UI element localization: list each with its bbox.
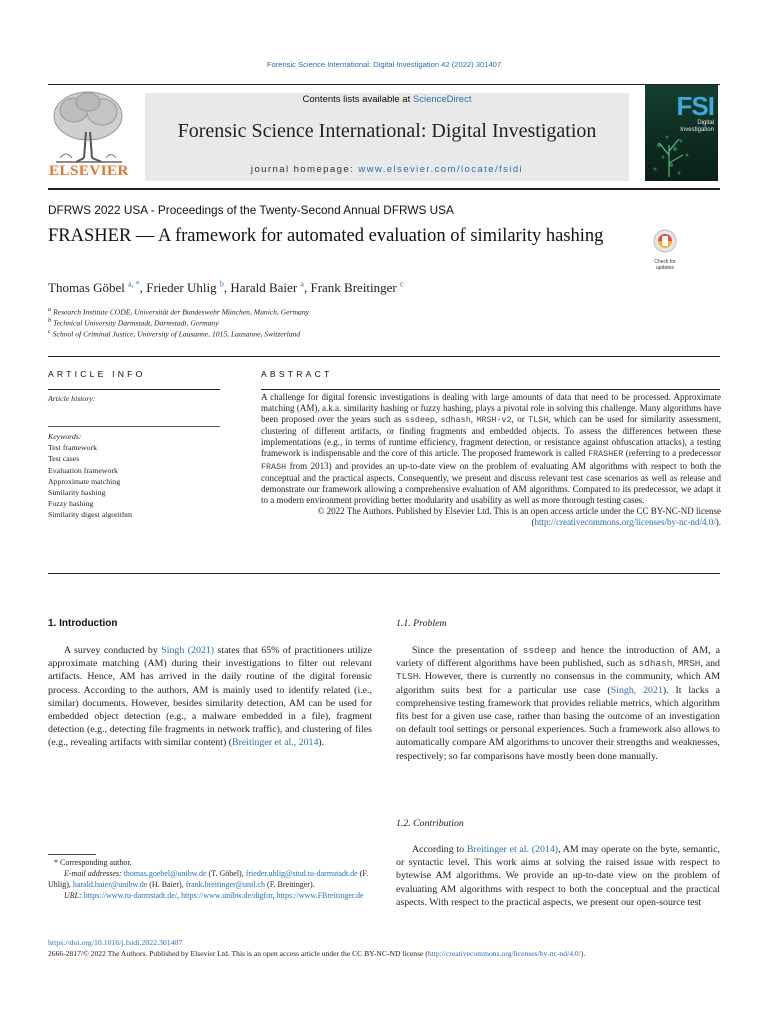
article-history-label: Article history: <box>48 394 96 403</box>
footnote-block <box>48 857 372 901</box>
keyword-item: Similarity hashing <box>48 488 106 498</box>
url-label: URL: <box>64 891 84 900</box>
journal-title: Forensic Science International: Digital Investigation <box>177 120 597 142</box>
code-sdhash: sdhash <box>440 415 471 426</box>
url-unibw[interactable]: https://www.unibw.de/digfor <box>181 891 273 900</box>
bottom-license-link[interactable]: http://creativecommons.org/licenses/by-nc-nd/4.0/ <box>427 949 581 958</box>
url-separator: , <box>177 891 182 900</box>
email-addresses <box>48 868 372 890</box>
keyword-item: Evaluation framework <box>48 465 118 475</box>
keywords-label: Keywords: <box>48 432 82 441</box>
abstract-part: , or <box>511 414 529 425</box>
journal-homepage <box>145 164 629 175</box>
author-name: Frank Breitinger <box>310 280 397 296</box>
problem-text: Since the presentation of <box>412 645 523 656</box>
author-2 <box>146 280 230 295</box>
abstract-part: from 2013) and provides an up-to-date view on the problem of evaluating AM algorithms with respect to both the conceptual and the practical aspects. Consequently, we present and discuss relevant test case scenarios as well as release and demonstrate our framework allowing a comprehensive evaluation of AM algorithms. Compared to its predecessor, we adapt it to a modern environment providing better modularity and usability as well as more thorough testing cases. <box>261 460 721 505</box>
issn-license-line <box>48 949 728 958</box>
crossmark-icon <box>647 228 683 254</box>
author-separator: , <box>303 280 311 296</box>
affiliation-text: Technical University Darmstadt, Darmstadt, Germany <box>51 318 219 328</box>
abstract-part: A challenge for digital forensic investigations is dealing with large amounts of data that need to be processed. Approximate matching (AM), a.k.a. similarity hashing or fuzzy hashing, plays a pivotal role in solving this challenge. Many algorithms have been proposed over the years such as <box>261 392 721 425</box>
doi-link[interactable]: https://doi.org/10.1016/j.fsidi.2022.301407 <box>48 938 183 947</box>
problem-text: and hence the introduction of AM, a variety of different algorithms have been published, such as <box>396 645 721 670</box>
intro-text: A survey conducted by <box>64 645 162 656</box>
url-list <box>48 890 372 901</box>
email-owner: (T. Göbel), <box>206 869 246 878</box>
issn-text: 2666-2817/© 2022 The Authors. Published by Elsevier Ltd. This is an open access article under the CC BY-NC-ND license ( <box>48 949 428 958</box>
email-label: E-mail addresses: <box>64 869 124 878</box>
keywords-block <box>48 431 132 521</box>
article-info-heading: ARTICLE INFO <box>48 369 146 379</box>
url-separator: , <box>272 891 277 900</box>
crossmark-line-1: Check for <box>654 259 676 265</box>
article-title: FRASHER — A framework for automated evaluation of similarity hashing <box>48 226 604 246</box>
intro-text: states that 65% of practitioners utilize approximate matching (AM) during their investigations to filter out relevant artifacts. Hence, AM has arrived in the daily routine of the digital forensic process. According to the authors, AM is mainly used to identify related (i.e., similar) documents. However, besides similarity detection, AM can be used for embedded object detection (e.g., a malware embedded in a file), fragment detection (e.g., detecting file fragments in network traffic), and clustering of files (e.g., revealing artifacts with similar content) ( <box>48 645 373 749</box>
code-ssdeep: ssdeep <box>404 415 435 426</box>
author-separator: , <box>223 280 231 296</box>
homepage-prefix: journal homepage: <box>250 164 359 175</box>
abstract-text <box>261 392 721 528</box>
affiliation-mark: a <box>48 306 52 313</box>
homepage-link[interactable]: www.elsevier.com/locate/fsidi <box>358 164 524 175</box>
issn-end: ). <box>580 949 586 958</box>
cover-line-1: Digital <box>697 120 714 126</box>
abstract-heading: ABSTRACT <box>261 369 333 379</box>
header-top-rule <box>48 84 720 85</box>
header-bottom-rule <box>48 188 720 190</box>
info-top-rule <box>48 356 720 357</box>
url-tu-darmstadt[interactable]: https://www.tu-darmstadt.de/ <box>83 891 178 900</box>
code-frasher: FRASHER <box>588 449 624 460</box>
proceedings-line: DFRWS 2022 USA - Proceedings of the Twenty-Second Annual DFRWS USA <box>48 203 454 217</box>
intro-text: ). <box>318 737 325 749</box>
contribution-paragraph <box>396 843 720 909</box>
affiliation-text: School of Criminal Justice, University of Lausanne, 1015, Lausanne, Switzerland <box>50 329 301 339</box>
ref-singh-2021[interactable]: Singh (2021) <box>161 645 215 656</box>
section-introduction-heading: 1. Introduction <box>48 618 118 629</box>
code-mrsh: MRSH <box>677 658 701 670</box>
code-mrsh-v2: MRSH-v2 <box>476 415 512 426</box>
contents-prefix: Contents lists available at <box>302 94 413 105</box>
introduction-paragraph <box>48 644 372 750</box>
email-link-baier[interactable]: harald.baier@unibw.de <box>72 880 148 889</box>
copyright-end: ). <box>715 517 721 528</box>
keyword-item: Approximate matching <box>48 476 121 486</box>
email-owner: (F. Uhlig), <box>48 869 369 889</box>
cover-line-2: Investigation <box>680 127 714 133</box>
problem-text: . However, there is currently no consensus in the community, which AM algorithm suits best for a particular use case ( <box>396 671 720 696</box>
ref-breitinger-2014[interactable]: Breitinger et al., 2014 <box>232 737 319 749</box>
problem-text: ). It lacks a comprehensive testing framework that provides reliable metrics, which algorithm fits best for a given use case, rather than basing the outcome of an investigation on default tool settings or personal experiences. Such a framework also allows to automatically compare AM algorithms to uncover their strengths and weaknesses, respectively; so far comparisons have mostly been done manually. <box>396 684 720 762</box>
affiliation-b <box>48 317 219 328</box>
email-owner: (H. Baier), <box>147 880 186 889</box>
sciencedirect-link[interactable]: ScienceDirect <box>412 94 472 105</box>
code-sdhash: sdhash <box>638 658 673 670</box>
contribution-text: According to <box>412 844 467 855</box>
abstract-rule <box>261 389 720 390</box>
contents-line <box>145 93 629 105</box>
journal-cover-thumbnail[interactable] <box>645 85 718 181</box>
cover-subtitle <box>680 120 714 134</box>
affiliation-a <box>48 306 309 317</box>
section-problem-heading: 1.1. Problem <box>396 618 447 629</box>
author-name: Harald Baier <box>230 280 298 296</box>
code-tlsh: TLSH <box>396 671 419 683</box>
abstract-part: , <box>470 414 477 425</box>
license-link[interactable]: http://creativecommons.org/licenses/by-nc-nd/4.0/ <box>534 517 716 528</box>
affiliation-c <box>48 328 300 339</box>
affiliation-mark: b <box>48 317 52 324</box>
url-fbreitinger[interactable]: https://www.FBreitinger.de <box>276 891 364 900</box>
author-3 <box>230 280 310 295</box>
affiliation-text: Research Institute CODE, Universität der Bundeswehr München, Munich, Germany <box>51 307 310 317</box>
email-link-breitinger[interactable]: frank.breitinger@unil.ch <box>185 880 266 889</box>
publisher-wordmark: ELSEVIER <box>49 163 129 179</box>
code-ssdeep: ssdeep <box>522 645 557 656</box>
cover-initials: FSI <box>676 91 714 121</box>
copyright-text: © 2022 The Authors. Published by Elsevier Ltd. This is an open access article under the CC BY-NC-ND license ( <box>317 505 721 528</box>
article-info-rule <box>48 389 220 390</box>
keyword-item: Test cases <box>48 454 80 464</box>
section-contribution-heading: 1.2. Contribution <box>396 818 464 829</box>
author-name: Thomas Göbel <box>48 280 125 296</box>
code-tlsh: TLSH <box>528 415 549 426</box>
ref-breitinger-2014[interactable]: Breitinger et al. (2014) <box>466 844 559 855</box>
problem-text: , and <box>700 658 720 670</box>
check-for-updates-badge[interactable] <box>647 228 683 271</box>
author-affiliation-mark[interactable]: b <box>219 280 224 289</box>
affiliation-mark: c <box>48 328 51 335</box>
crossmark-line-2: updates <box>656 265 674 271</box>
email-link-goebel[interactable]: thomas.goebel@unibw.de <box>123 869 207 878</box>
contribution-text: , AM may operate on the byte, semantic, or syntactic level. This work aims at solving the raised issue with respect to bytewise AM algorithms. We provide an up-to-date view on the problem of evaluating AM algorithms with respect to both the conceptual and the practical aspects. With respect to the practical aspects, we present our open-source test <box>396 844 720 908</box>
author-separator: , <box>139 280 147 296</box>
author-affiliation-mark[interactable]: a <box>300 280 304 289</box>
doi-link-line <box>48 938 182 947</box>
author-affiliation-mark[interactable]: a, * <box>128 280 140 289</box>
ref-singh-2021[interactable]: Singh, 2021 <box>610 684 663 696</box>
author-4 <box>310 280 403 295</box>
email-owner: (F. Breitinger). <box>265 880 315 889</box>
keyword-item: Fuzzy hashing <box>48 499 94 509</box>
journal-citation[interactable]: Forensic Science International: Digital Investigation 42 (2022) 301407 <box>266 60 502 69</box>
corresponding-author-note: * Corresponding author. <box>54 858 132 867</box>
email-link-uhlig[interactable]: frieder.uhlig@stud.tu-darmstadt.de <box>245 869 358 878</box>
author-name: Frieder Uhlig <box>146 280 217 296</box>
keyword-item: Test framework <box>48 443 98 453</box>
abstract-part: , which can be used for similarity assessment, clustering of different artifacts, or finding fragments and embedded objects. To assess the differences between these implementations (e.g., in terms of runtime efficiency, fragment detection, or resistance against obfuscation attacks), a testing framework is indispensable and the core of this article. The proposed framework is called <box>261 414 722 459</box>
author-1 <box>48 280 146 295</box>
keywords-rule <box>48 426 220 427</box>
abstract-part: , <box>434 414 441 425</box>
problem-text: , <box>672 658 678 670</box>
abstract-bottom-rule <box>48 573 720 574</box>
elsevier-tree-logo <box>46 88 130 164</box>
author-list <box>48 280 404 296</box>
code-frash: FRASH <box>261 461 287 472</box>
problem-paragraph <box>396 644 720 763</box>
abstract-copyright <box>261 506 721 528</box>
author-affiliation-mark[interactable]: c <box>400 280 404 289</box>
abstract-part: (referring to a predecessor <box>623 448 721 459</box>
footnote-rule <box>48 854 96 855</box>
keyword-item: Similarity digest algorithm <box>48 510 133 520</box>
